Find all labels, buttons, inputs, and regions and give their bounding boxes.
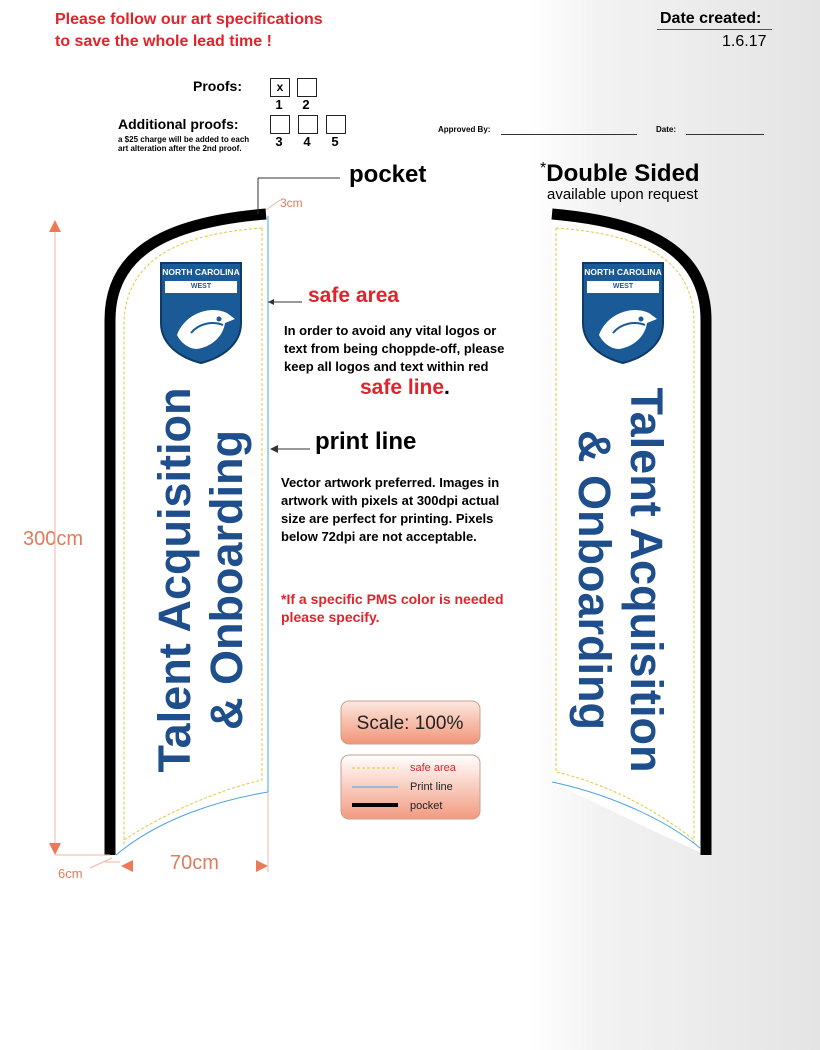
left-logo-line2: WEST bbox=[190, 283, 212, 290]
legend-label-pocket: pocket bbox=[410, 800, 443, 812]
pocket-width-label: 3cm bbox=[280, 196, 303, 210]
right-flag-logo bbox=[583, 263, 663, 363]
print-line-leader bbox=[270, 445, 310, 453]
pocket-leader bbox=[258, 178, 340, 214]
width-arrow-right bbox=[256, 860, 268, 872]
print-line-text: Vector artwork preferred. Images in artwork with pixels at 300dpi actual size are perfect for printing. Pixels below 72dpi are not acceptable. bbox=[281, 475, 500, 544]
double-sided-subtitle: available upon request bbox=[547, 186, 698, 203]
safe-area-leader bbox=[268, 299, 302, 305]
additional-proofs-label: Additional proofs: bbox=[118, 116, 239, 132]
right-logo-line1: NORTH CAROLINA bbox=[584, 267, 662, 277]
print-line-title: print line bbox=[315, 428, 417, 455]
safe-line-period: . bbox=[444, 376, 450, 399]
bottom-width-label: 6cm bbox=[58, 866, 83, 881]
notice-line-1: Please follow our art specifications bbox=[55, 11, 323, 28]
double-sided-asterisk: * bbox=[540, 160, 547, 177]
date-created-value: 1.6.17 bbox=[722, 33, 767, 50]
left-flag-logo bbox=[161, 263, 241, 363]
legend-label-print-line: Print line bbox=[410, 781, 453, 793]
left-logo-line1: NORTH CAROLINA bbox=[162, 267, 240, 277]
left-flag bbox=[110, 214, 268, 855]
double-sided-title: Double Sided bbox=[546, 160, 700, 187]
proof-checkbox-1[interactable]: x bbox=[270, 78, 290, 97]
right-flag-text-line2: & Onboarding bbox=[569, 430, 620, 730]
legend-label-safe-area: safe area bbox=[410, 762, 456, 774]
right-flag bbox=[552, 214, 706, 855]
height-arrow-top bbox=[49, 220, 61, 232]
pms-color-note: *If a specific PMS color is needed please specify. bbox=[281, 591, 504, 625]
date-created-label: Date created: bbox=[660, 10, 762, 27]
height-dimension bbox=[49, 220, 110, 855]
proof-number-3: 3 bbox=[275, 134, 283, 149]
proof-number-5: 5 bbox=[331, 134, 339, 149]
safe-area-text: In order to avoid any vital logos or text from being choppde-off, please keep all logos and text within red bbox=[284, 323, 505, 374]
approval-date-label: Date: bbox=[656, 125, 677, 134]
approved-by-label: Approved By: bbox=[438, 125, 491, 134]
pocket-label: pocket bbox=[349, 161, 427, 188]
height-dimension-label: 300cm bbox=[23, 528, 84, 550]
proofs-label: Proofs: bbox=[193, 78, 242, 94]
right-flag-text-line1: Talent Acquisition bbox=[621, 387, 672, 773]
height-arrow-bottom bbox=[49, 843, 61, 855]
left-flag-text-line2: & Onboarding bbox=[201, 430, 252, 730]
safe-line-text: safe line bbox=[360, 376, 445, 399]
proof-number-2: 2 bbox=[302, 97, 310, 112]
right-logo-line2: WEST bbox=[612, 283, 634, 290]
proof-number-4: 4 bbox=[303, 134, 311, 149]
notice-line-2: to save the whole lead time ! bbox=[55, 33, 272, 50]
proof-number-1: 1 bbox=[275, 97, 283, 112]
width-arrow-left bbox=[121, 860, 133, 872]
scale-label: Scale: 100% bbox=[356, 713, 464, 734]
additional-proofs-note: a $25 charge will be added to each art alteration after the 2nd proof. bbox=[118, 135, 250, 153]
safe-area-title: safe area bbox=[308, 284, 400, 307]
width-dimension-label: 70cm bbox=[170, 852, 219, 874]
left-flag-text-line1: Talent Acquisition bbox=[149, 387, 200, 773]
